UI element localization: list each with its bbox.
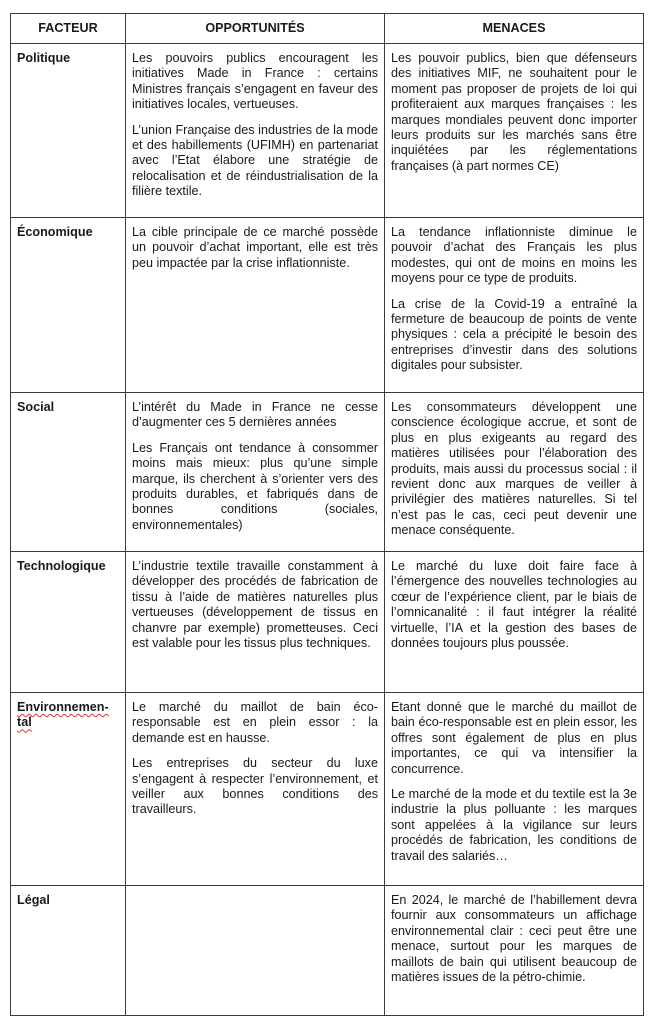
table-row-environnemental xyxy=(11,693,644,886)
paragraph: Etant donné que le marché du maillot de bain éco-responsable est en plein essor, les offres sont également de plus en plus importantes, ce qui va intensifier la concurrence. xyxy=(391,700,637,776)
threats-cell xyxy=(385,393,644,552)
paragraph: Le marché du luxe doit faire face à l’émergence des nouvelles technologies au cœur de l’expérience client, par le biais de l’omnicanalité : il faut intégrer la réalité virtuelle, l’IA et la gestion des bases de données toujours plus poussée. xyxy=(391,559,637,651)
table-row-legal xyxy=(11,886,644,1016)
paragraph: La cible principale de ce marché possède un pouvoir d’achat important, elle est très peu impactée par la crise inflationniste. xyxy=(132,225,378,270)
opportunities-cell xyxy=(126,693,385,886)
paragraph: La crise de la Covid-19 a entraîné la fermeture de beaucoup de points de vente physiques : cela a précipité le besoin des entreprises d’investir dans des solutions digitales pour subsister. xyxy=(391,296,637,373)
paragraph: Les consommateurs développent une conscience écologique accrue, et sont de plus en plus exigeants au regard des matières utilisées pour l’élaboration des produits, mais aussi du processus social : il revient donc aux marques de veiller à privilégier des matières naturelles. Si tel n’est pas le cas, ceci peut devenir une menace conséquente. xyxy=(391,400,637,538)
opportunities-cell xyxy=(126,552,385,693)
paragraph: Les entreprises du secteur du luxe s’engagent à respecter l’environnement, et veiller aux bonnes conditions des travailleurs. xyxy=(132,756,378,817)
table-row-politique xyxy=(11,44,644,218)
paragraph: L’industrie textile travaille constamment à développer des procédés de fabrication de tissu à l’aide de matières naturelles plus vertueuses (développement de tissus en chanvre par exemple) prometteuses. Ceci est valable pour les tissus plus techniques. xyxy=(132,559,378,651)
table-row-social xyxy=(11,393,644,552)
factor-cell: Social xyxy=(11,393,126,552)
pestel-table xyxy=(10,13,644,1016)
factor-cell: Politique xyxy=(11,44,126,218)
threats-cell xyxy=(385,886,644,1016)
opportunities-cell xyxy=(126,44,385,218)
header-row xyxy=(11,14,644,44)
paragraph: Les Français ont tendance à consommer moins mais mieux: plus qu’une simple marque, ils cherchent à s’orienter vers des produits durables, et fabriqués dans de bonnes conditions (sociales, environnementales) xyxy=(132,440,378,532)
table-row-technologique xyxy=(11,552,644,693)
opportunities-cell xyxy=(126,886,385,1016)
header-factor: FACTEUR xyxy=(11,14,126,44)
factor-label: Environnemen- tal xyxy=(17,700,109,730)
threats-cell xyxy=(385,693,644,886)
factor-cell: Économique xyxy=(11,218,126,393)
threats-cell xyxy=(385,218,644,393)
table-row-economique xyxy=(11,218,644,393)
paragraph: En 2024, le marché de l’habillement devra fournir aux consommateurs un affichage environnemental clair : ceci peut être une menace, surtout pour les marques de maillots de bain qui utilisent beaucoup de matières issues de la pétro-chimie. xyxy=(391,893,637,985)
paragraph: La tendance inflationniste diminue le pouvoir d’achat des Français les plus modestes, qui ont de moins en moins les moyens pour ce type de produits. xyxy=(391,225,637,286)
paragraph: Les pouvoirs publics encouragent les initiatives Made in France : certains Ministres français s’engagent en faveur des initiatives locales, vertueuses. xyxy=(132,51,378,112)
paragraph: L’intérêt du Made in France ne cesse d’augmenter ces 5 dernières années xyxy=(132,400,378,430)
factor-cell xyxy=(11,693,126,886)
factor-cell: Technologique xyxy=(11,552,126,693)
paragraph: Le marché de la mode et du textile est la 3e industrie la plus polluante : les marques sont appelées à la vigilance sur leurs procédés de fabrication, les conditions de travail des salariés… xyxy=(391,787,637,863)
opportunities-cell xyxy=(126,218,385,393)
header-threats: MENACES xyxy=(385,14,644,44)
paragraph: L’union Française des industries de la mode et des habillements (UFIMH) en partenariat avec l’Etat élabore une stratégie de relocalisation et de réindustrialisation de la filière textile. xyxy=(132,122,378,199)
paragraph: Le marché du maillot de bain éco-responsable est en plein essor : la demande est en hausse. xyxy=(132,700,378,745)
paragraph: Les pouvoir publics, bien que défenseurs des initiatives MIF, ne souhaitent pour le moment pas proposer de projets de loi qui profiteraient aux marques françaises : les marques mondiales peuvent donc importer leurs produits sur les marchés sans être inquiétées par les réglementations françaises (à part normes CE) xyxy=(391,51,637,173)
header-opportunities: OPPORTUNITÉS xyxy=(126,14,385,44)
threats-cell xyxy=(385,44,644,218)
opportunities-cell xyxy=(126,393,385,552)
threats-cell xyxy=(385,552,644,693)
factor-cell: Légal xyxy=(11,886,126,1016)
